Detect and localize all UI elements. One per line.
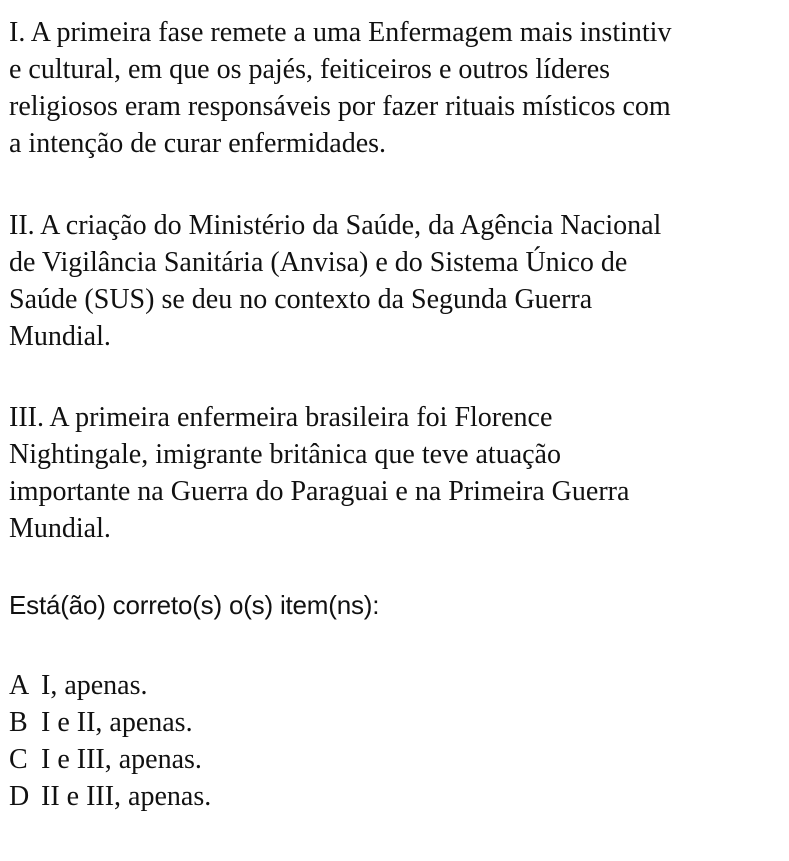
option-d[interactable] <box>9 778 211 815</box>
option-text: I, apenas. <box>41 670 148 701</box>
option-text: I e II, apenas. <box>41 707 193 738</box>
statement-line: II. A criação do Ministério da Saúde, da Agência Nacional <box>9 210 662 241</box>
statement-ii <box>9 207 789 355</box>
question-prompt: Está(ão) correto(s) o(s) item(ns): <box>9 590 380 620</box>
option-a[interactable] <box>9 667 211 704</box>
statement-line: religiosos eram responsáveis por fazer rituais místicos com <box>9 91 671 122</box>
statement-line: Mundial. <box>9 513 111 544</box>
option-letter: B <box>9 707 28 738</box>
statement-line: Saúde (SUS) se deu no contexto da Segunda Guerra <box>9 284 593 315</box>
statement-line: Nightingale, imigrante britânica que teve atuação <box>9 439 561 470</box>
option-text: II e III, apenas. <box>41 781 212 812</box>
answer-options <box>9 667 211 815</box>
option-letter: C <box>9 744 28 775</box>
statement-line: importante na Guerra do Paraguai e na Primeira Guerra <box>9 476 630 507</box>
statement-line: I. A primeira fase remete a uma Enfermagem mais instintiv <box>9 17 672 48</box>
option-c[interactable] <box>9 741 211 778</box>
option-letter: D <box>9 781 30 812</box>
statement-i <box>9 14 789 162</box>
statement-iii <box>9 399 789 547</box>
option-letter: A <box>9 670 30 701</box>
option-text: I e III, apenas. <box>41 744 202 775</box>
statement-line: Mundial. <box>9 321 111 352</box>
statement-line: de Vigilância Sanitária (Anvisa) e do Sistema Único de <box>9 247 628 278</box>
statement-line: e cultural, em que os pajés, feiticeiros e outros líderes <box>9 54 611 85</box>
option-b[interactable] <box>9 704 211 741</box>
statement-line: III. A primeira enfermeira brasileira foi Florence <box>9 402 553 433</box>
statement-line: a intenção de curar enfermidades. <box>9 128 387 159</box>
